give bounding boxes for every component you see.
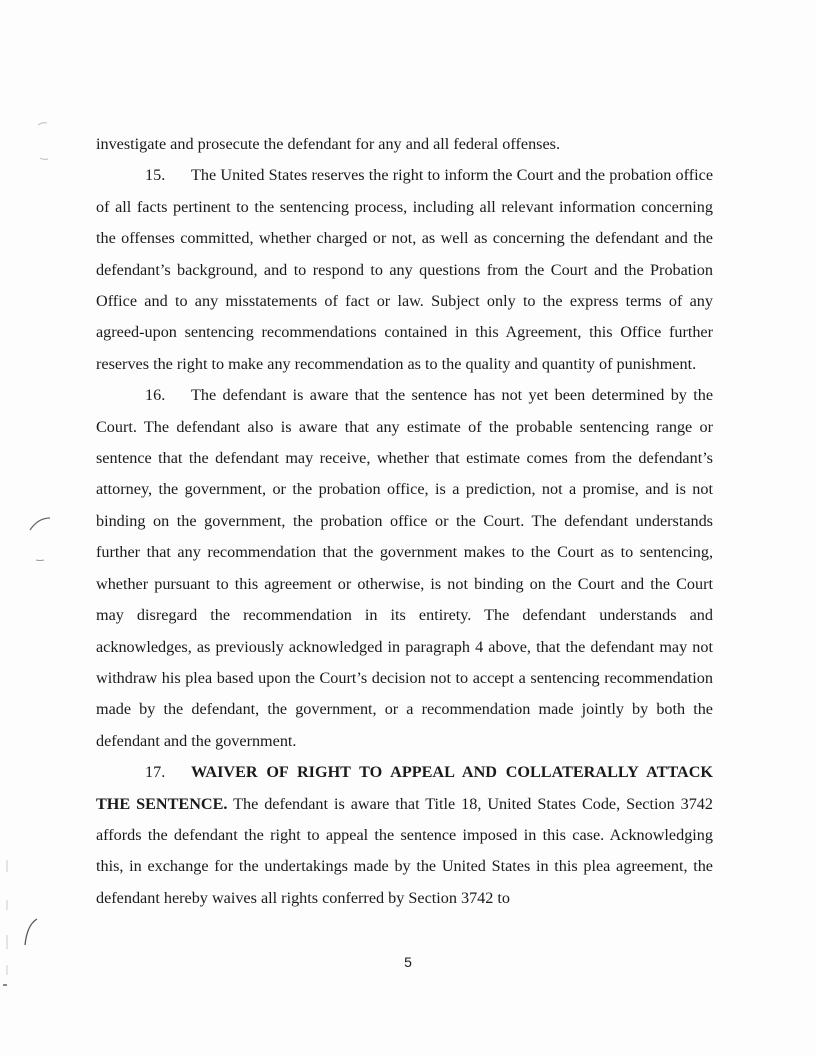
paragraph-text: The defendant is aware that Title 18, United States Code, Section 3742 affords the defendant the right to appeal the sentence imposed in this case. Acknowledging this, in exchange for the undertakings made by the United States in this plea agreement, the defendant hereby waives all rights conferred by Section 3742 to — [96, 794, 713, 907]
paragraph-17 — [96, 757, 713, 914]
paragraph-text: The United States reserves the right to inform the Court and the probation office of all facts pertinent to the sentencing process, including all relevant information concerning the offenses committed, whether charged or not, as well as concerning the defendant and the defendant’s background, and to respond to any questions from the Court and the Probation Office and to any misstatements of fact or law. Subject only to the express terms of any agreed-upon sentencing recommendations contained in this Agreement, this Office further reserves the right to make any recommendation as to the quality and quantity of punishment. — [96, 166, 713, 373]
paragraph-text: The defendant is aware that the sentence has not yet been determined by the Court. The defendant also is aware that any estimate of the probable sentencing range or sentence that the defendant may receive, whether that estimate comes from the defendant’s attorney, the government, or the probation office, is a prediction, not a promise, and is not binding on the government, the probation office or the Court. The defendant understands further that any recommendation that the government makes to the Court as to sentencing, whether pursuant to this agreement or otherwise, is not binding on the Court and the Court may disregard the recommendation in its entirety. The defendant understands and acknowledges, as previously acknowledged in paragraph 4 above, that the defendant may not withdraw his plea based upon the Court’s decision not to accept a sentencing recommendation made by the defendant, the government, or a recommendation made jointly by both the defendant and the government. — [96, 386, 713, 750]
paragraph-heading: WAIVER OF RIGHT TO APPEAL AND COLLATERALLY ATTACK THE SENTENCE. — [96, 763, 713, 813]
continuation-line: investigate and prosecute the defendant for any and all federal offenses. — [96, 135, 560, 153]
document-body — [96, 129, 713, 914]
paragraph-16 — [96, 380, 713, 757]
paragraph-number: 16. — [145, 386, 166, 405]
paragraph-number: 15. — [145, 166, 166, 185]
page-number: 5 — [404, 954, 412, 970]
paragraph-number: 17. — [145, 763, 166, 782]
paragraph-15 — [96, 160, 713, 380]
